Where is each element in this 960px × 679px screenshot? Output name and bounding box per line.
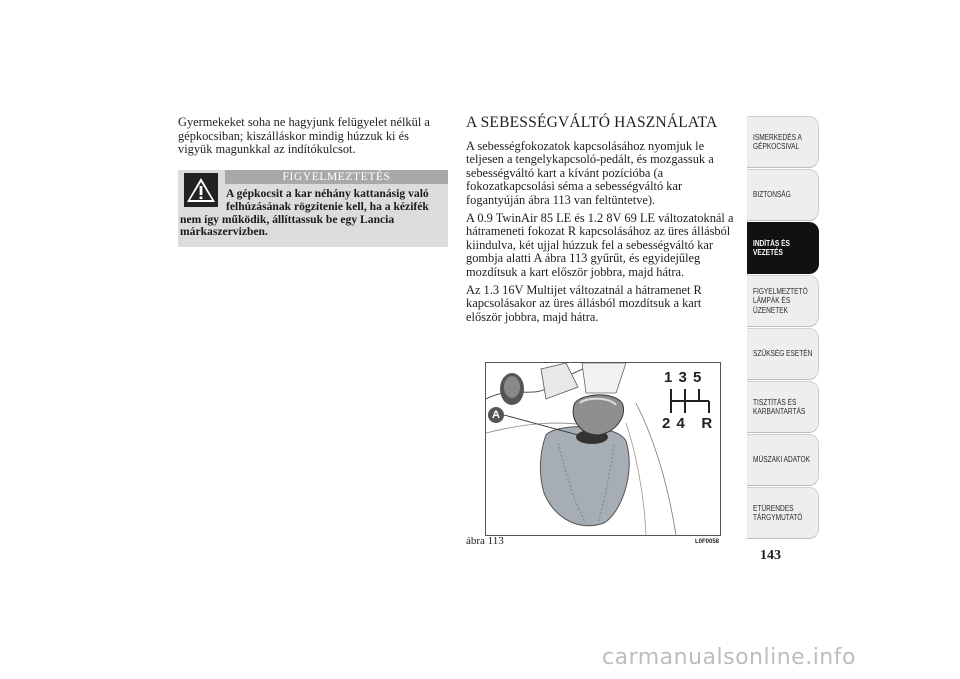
tab-targymutato[interactable] [747, 487, 819, 539]
body-paragraph: Az 1.3 16V Multijet változatnál a hátramenet R kapcsolásakor az üres állásból mozdítsuk a kart először jobbra, majd hátra. [466, 283, 702, 324]
gear-lever-figure [485, 362, 721, 536]
warning-line-1: A gépkocsit a kar néhány kattanásig való [226, 187, 429, 200]
tab-biztonsag[interactable] [747, 169, 819, 221]
gear-pattern-top: 1 3 5 [664, 369, 703, 386]
tab-label: SZÜKSÉG ESETÉN [753, 349, 813, 359]
figure-code: L0F0058 [695, 539, 720, 545]
tab-ismerkedes[interactable] [747, 116, 819, 168]
section-heading: A SEBESSÉGVÁLTÓ HASZNÁLATA [466, 114, 718, 131]
tab-label: BIZTONSÁG [753, 190, 791, 200]
callout-a-marker: A [488, 407, 504, 423]
gear-pattern-diagram [666, 387, 712, 415]
tab-label: MŰSZAKI ADATOK [753, 455, 810, 465]
watermark: carmanualsonline.info [602, 645, 856, 670]
tab-szukseg-eseten[interactable] [747, 328, 819, 380]
body-paragraph: A 0.9 TwinAir 85 LE és 1.2 8V 69 LE változatoknál a hátrameneti fokozat R kapcsolásához az üres állásból kiindulva, két ujjal húzzuk fel a sebességváltó kar gombja alatti A ábra 113 gyűrűt, és egyidejűleg mozdítsuk a kart először jobbra, majd hátra. [466, 211, 734, 279]
tab-label: INDÍTÁS ÉS VEZETÉS [753, 238, 790, 257]
warning-line-rest: nem így működik, állíttassuk be egy Lancia márkaszervizben. [180, 212, 395, 239]
tab-label: FIGYELMEZTETŐ LÁMPÁK ÉS ÜZENETEK [753, 286, 808, 315]
tab-figyelmezteto-lampak[interactable] [747, 275, 819, 327]
tab-tisztitas[interactable] [747, 381, 819, 433]
figure-caption: ábra 113 [466, 535, 504, 547]
page-number: 143 [760, 548, 781, 563]
body-paragraph: A sebességfokozatok kapcsolásához nyomjuk le teljesen a tengelykapcsoló-pedált, és mozgassuk a sebességváltó kart a kívánt pozícióba (a fokozatkapcsolási séma a sebességváltó kar fogantyúján ábra 113 van feltüntetve). [466, 139, 714, 207]
tab-label: TISZTÍTÁS ÉS KARBANTARTÁS [753, 397, 806, 416]
warning-title: FIGYELMEZTETÉS [225, 170, 448, 184]
tab-label: ISMERKEDÉS A GÉPKOCSIVAL [753, 132, 802, 151]
section-body [466, 140, 738, 329]
tab-muszaki-adatok[interactable] [747, 434, 819, 486]
intro-paragraph: Gyermekeket soha ne hagyjunk felügyelet nélkül a gépkocsiban; kiszálláskor mindig húzzuk ki és vigyük magunkkal az indítókulcsot. [178, 115, 430, 157]
tab-inditas-es-vezetes[interactable] [747, 222, 819, 274]
warning-line-2: felhúzásának rögzítenie kell, ha a kézifék [226, 199, 429, 213]
gear-pattern-bottom: 2 4 R [662, 415, 714, 432]
tab-label: ETŰRENDES TÁRGYMUTATÓ [753, 503, 803, 522]
warning-text [180, 188, 446, 239]
